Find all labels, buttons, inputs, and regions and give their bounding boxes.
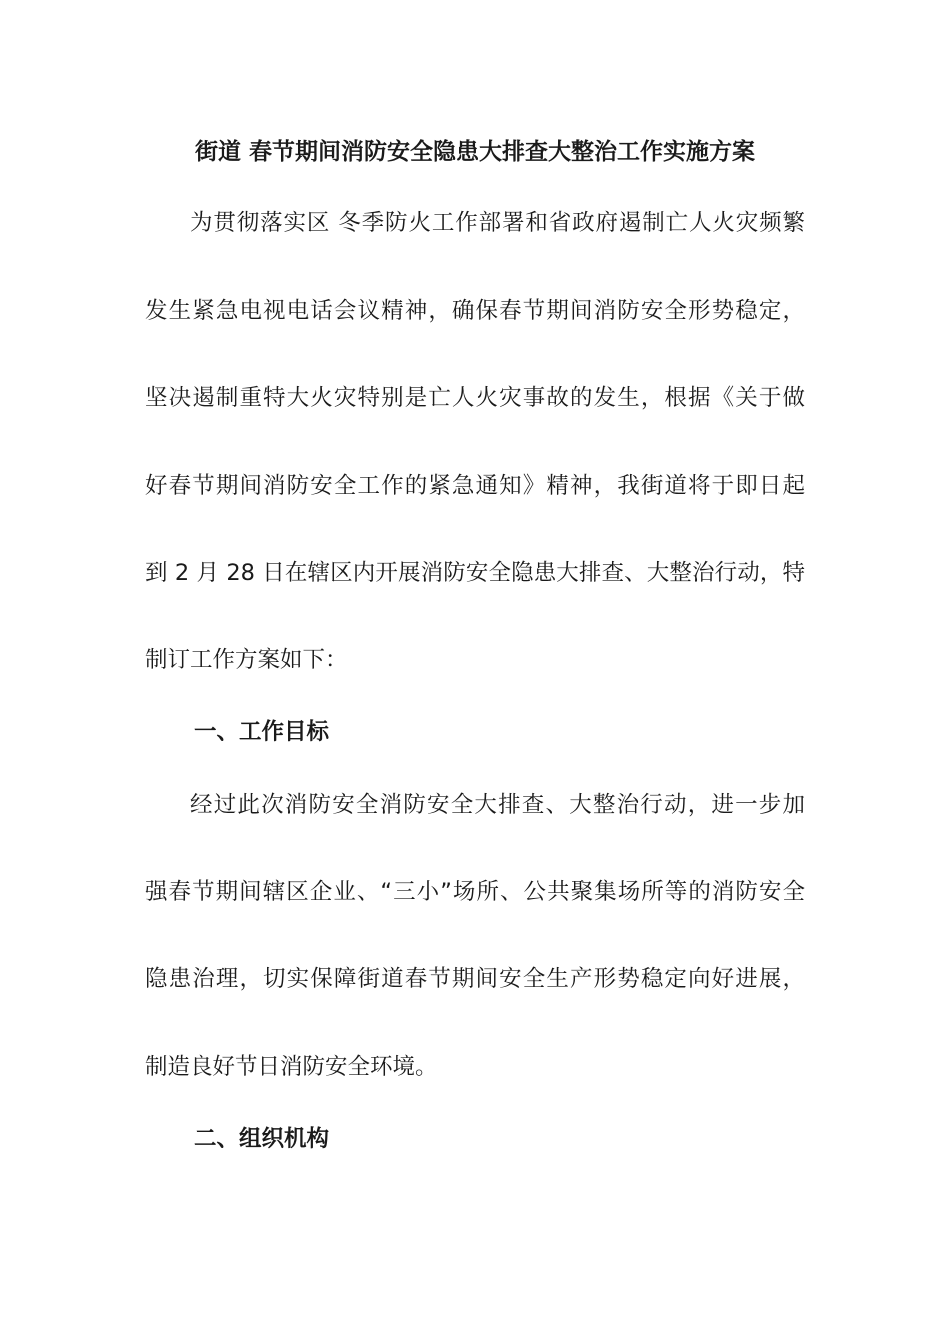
goals-line-2: 强春节期间辖区企业、“三小”场所、公共聚集场所等的消防安全 xyxy=(145,879,805,905)
goals-line-1: 经过此次消防安全消防安全大排查、大整治行动，进一步加 xyxy=(190,792,805,818)
intro-line-4: 好春节期间消防安全工作的紧急通知》精神，我街道将于即日起 xyxy=(145,473,805,499)
document-title: 街道 春节期间消防安全隐患大排查大整治工作实施方案 xyxy=(194,139,755,165)
section-heading-organization: 二、组织机构 xyxy=(194,1126,330,1152)
intro-line-5: 到 2 月 28 日在辖区内开展消防安全隐患大排查、大整治行动，特 xyxy=(145,560,805,586)
intro-line-6: 制订工作方案如下： xyxy=(145,647,348,673)
goals-line-3: 隐患治理，切实保障街道春节期间安全生产形势稳定向好进展， xyxy=(145,966,805,992)
intro-line-1: 为贯彻落实区 冬季防火工作部署和省政府遏制亡人火灾频繁 xyxy=(190,210,805,236)
section-heading-goals: 一、工作目标 xyxy=(194,719,330,745)
intro-line-3: 坚决遏制重特大火灾特别是亡人火灾事故的发生，根据《关于做 xyxy=(145,385,805,411)
goals-line-4: 制造良好节日消防安全环境。 xyxy=(145,1054,438,1080)
intro-line-2: 发生紧急电视电话会议精神，确保春节期间消防安全形势稳定， xyxy=(145,298,805,324)
